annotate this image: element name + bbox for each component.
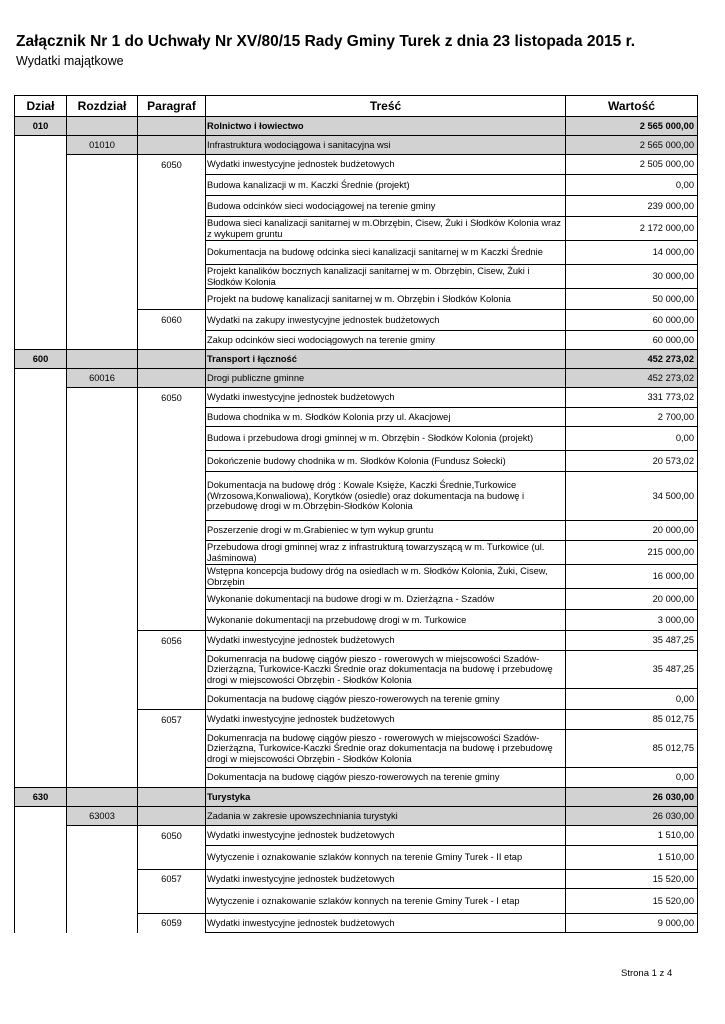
table-row [15,472,698,521]
cell-dzial [15,289,67,310]
cell-wartosc: 34 500,00 [566,472,698,521]
cell-tresc: Budowa odcinków sieci wodociągowej na terenie gminy [206,196,566,217]
cell-paragraf: 6050 [138,155,206,175]
cell-dzial [15,310,67,331]
cell-dzial [15,136,67,155]
cell-tresc: Wykonanie dokumentacji na przebudowę drogi w m. Turkowice [206,610,566,631]
cell-wartosc: 0,00 [566,175,698,196]
cell-paragraf [138,217,206,241]
cell-rozdzial [67,710,138,730]
cell-tresc: Dokończenie budowy chodnika w m. Słodków Kolonia (Fundusz Sołecki) [206,451,566,472]
cell-dzial [15,768,67,788]
cell-rozdzial [67,331,138,350]
cell-tresc: Wytyczenie i oznakowanie szlaków konnych na terenie Gminy Turek - II etap [206,846,566,870]
cell-tresc: Wykonanie dokumentacji na budowe drogi w m. Dzierżązna - Szadów [206,589,566,610]
table-row [15,117,698,136]
cell-wartosc: 2 172 000,00 [566,217,698,241]
cell-paragraf: 6050 [138,826,206,846]
cell-paragraf: 6059 [138,914,206,933]
cell-paragraf: 6060 [138,310,206,331]
cell-dzial [15,870,67,889]
cell-tresc: Budowa sieci kanalizacji sanitarnej w m.Obrzębin, Cisew, Żuki i Słodków Kolonia wraz z wykupem gruntu [206,217,566,241]
cell-tresc: Budowa chodnika w m. Słodków Kolonia przy ul. Akacjowej [206,408,566,427]
column-header-rozdzial: Rozdział [67,96,138,117]
cell-rozdzial: 63003 [67,807,138,826]
cell-wartosc: 16 000,00 [566,565,698,589]
cell-paragraf [138,807,206,826]
cell-tresc: Infrastruktura wodociągowa i sanitacyjna wsi [206,136,566,155]
cell-paragraf [138,788,206,807]
column-header-paragraf: Paragraf [138,96,206,117]
cell-paragraf [138,521,206,541]
cell-tresc: Dokumentacja na budowę dróg : Kowale Księże, Kaczki Średnie,Turkowice (Wrzosowa,Konwaliowa), Korytków (osiedle) oraz dokumentacja na budowę i przebudowę drogi w m.Obrzębin-Słodków Kolonia [206,472,566,521]
table-row [15,155,698,175]
table-row [15,408,698,427]
cell-dzial [15,826,67,846]
cell-rozdzial [67,870,138,889]
cell-dzial [15,541,67,565]
cell-dzial [15,689,67,710]
cell-paragraf [138,889,206,914]
cell-dzial: 630 [15,788,67,807]
table-row [15,914,698,933]
cell-dzial [15,241,67,265]
cell-paragraf [138,136,206,155]
cell-paragraf [138,651,206,689]
cell-tresc: Wydatki inwestycyjne jednostek budżetowych [206,914,566,933]
cell-tresc: Wydatki inwestycyjne jednostek budżetowych [206,388,566,408]
cell-paragraf: 6057 [138,870,206,889]
cell-rozdzial [67,241,138,265]
cell-rozdzial [67,788,138,807]
table-row [15,870,698,889]
cell-rozdzial [67,651,138,689]
cell-rozdzial [67,408,138,427]
cell-dzial: 010 [15,117,67,136]
cell-wartosc: 60 000,00 [566,331,698,350]
cell-wartosc: 15 520,00 [566,889,698,914]
cell-rozdzial [67,217,138,241]
cell-tresc: Zadania w zakresie upowszechniania turystyki [206,807,566,826]
cell-wartosc: 0,00 [566,427,698,451]
cell-wartosc: 2 505 000,00 [566,155,698,175]
cell-wartosc: 1 510,00 [566,826,698,846]
table-row [15,846,698,870]
column-header-tresc: Treść [206,96,566,117]
cell-rozdzial [67,388,138,408]
cell-wartosc: 35 487,25 [566,631,698,651]
cell-wartosc: 20 000,00 [566,589,698,610]
cell-dzial [15,331,67,350]
cell-tresc: Wytyczenie i oznakowanie szlaków konnych na terenie Gminy Turek - I etap [206,889,566,914]
cell-tresc: Wydatki inwestycyjne jednostek budżetowych [206,826,566,846]
cell-wartosc: 14 000,00 [566,241,698,265]
document-title: Załącznik Nr 1 do Uchwały Nr XV/80/15 Rady Gminy Turek z dnia 23 listopada 2015 r. [16,33,636,50]
cell-dzial [15,265,67,289]
cell-rozdzial [67,631,138,651]
cell-wartosc: 215 000,00 [566,541,698,565]
cell-tresc: Budowa i przebudowa drogi gminnej w m. Obrzębin - Słodków Kolonia (projekt) [206,427,566,451]
cell-tresc: Wydatki inwestycyjne jednostek budżetowych [206,631,566,651]
cell-paragraf: 6056 [138,631,206,651]
cell-wartosc: 2 700,00 [566,408,698,427]
table-row [15,265,698,289]
cell-wartosc: 9 000,00 [566,914,698,933]
table-row [15,241,698,265]
column-header-dzial: Dział [15,96,67,117]
column-header-wartosc: Wartość [566,96,698,117]
table-row [15,768,698,788]
cell-wartosc: 2 565 000,00 [566,117,698,136]
cell-rozdzial [67,689,138,710]
cell-rozdzial [67,310,138,331]
cell-rozdzial [67,589,138,610]
cell-wartosc: 26 030,00 [566,788,698,807]
table-row [15,889,698,914]
cell-wartosc: 85 012,75 [566,710,698,730]
cell-wartosc: 60 000,00 [566,310,698,331]
cell-dzial [15,369,67,388]
table-row [15,388,698,408]
cell-dzial [15,846,67,870]
cell-rozdzial [67,196,138,217]
cell-rozdzial [67,565,138,589]
cell-paragraf [138,472,206,521]
document-subtitle: Wydatki majątkowe [16,54,124,68]
table-row [15,631,698,651]
table-row [15,175,698,196]
cell-wartosc: 30 000,00 [566,265,698,289]
table-row [15,451,698,472]
cell-rozdzial [67,914,138,933]
cell-dzial [15,196,67,217]
table-row [15,331,698,350]
cell-tresc: Rolnictwo i łowiectwo [206,117,566,136]
cell-tresc: Dokumentacja na budowę ciągów pieszo-rowerowych na terenie gminy [206,768,566,788]
cell-tresc: Projekt kanalików bocznych kanalizacji sanitarnej w m. Obrzębin, Cisew, Żuki i Słodków Kolonia [206,265,566,289]
table-row [15,427,698,451]
cell-paragraf [138,196,206,217]
cell-dzial [15,631,67,651]
cell-paragraf [138,350,206,369]
table-row [15,826,698,846]
cell-paragraf [138,846,206,870]
cell-tresc: Dokumenracja na budowę ciągów pieszo - rowerowych w miejscowości Szadów-Dzierżązna, Turkowice-Kaczki Średnie oraz dokumentacja na budowę i przebudowę drogi w miejscowości Obrzębin - Słodków Kolonia [206,651,566,689]
cell-paragraf [138,589,206,610]
cell-tresc: Dokumenracja na budowę ciągów pieszo - rowerowych w miejscowości Szadów-Dzierżązna, Turkowice-Kaczki Średnie oraz dokumentacja na budowę i przebudowę drogi w miejscowości Obrzębin - Słodków Kolonia [206,730,566,768]
table-row [15,730,698,768]
cell-rozdzial [67,768,138,788]
cell-rozdzial [67,350,138,369]
cell-rozdzial [67,472,138,521]
table-row [15,689,698,710]
table-row [15,136,698,155]
cell-dzial [15,914,67,933]
cell-rozdzial [67,265,138,289]
cell-paragraf [138,175,206,196]
cell-rozdzial: 01010 [67,136,138,155]
cell-dzial [15,589,67,610]
cell-paragraf [138,289,206,310]
cell-paragraf: 6057 [138,710,206,730]
cell-tresc: Wydatki inwestycyjne jednostek budżetowych [206,870,566,889]
cell-dzial [15,651,67,689]
cell-rozdzial [67,155,138,175]
table-row [15,807,698,826]
table-row [15,217,698,241]
cell-dzial [15,710,67,730]
cell-dzial [15,889,67,914]
cell-wartosc: 0,00 [566,689,698,710]
cell-tresc: Wydatki inwestycyjne jednostek budżetowych [206,155,566,175]
cell-wartosc: 35 487,25 [566,651,698,689]
cell-tresc: Budowa kanalizacji w m. Kaczki Średnie (projekt) [206,175,566,196]
cell-rozdzial [67,610,138,631]
page-number: Strona 1 z 4 [621,968,673,979]
cell-paragraf [138,369,206,388]
cell-wartosc: 1 510,00 [566,846,698,870]
cell-rozdzial [67,117,138,136]
cell-rozdzial [67,427,138,451]
table-row [15,651,698,689]
cell-rozdzial [67,175,138,196]
cell-wartosc: 2 565 000,00 [566,136,698,155]
cell-dzial [15,521,67,541]
cell-tresc: Przebudowa drogi gminnej wraz z infrastrukturą towarzyszącą w m. Turkowice (ul. Jaśminowa) [206,541,566,565]
cell-rozdzial [67,846,138,870]
cell-wartosc: 50 000,00 [566,289,698,310]
cell-paragraf [138,117,206,136]
cell-tresc: Zakup odcinków sieci wodociągowych na terenie gminy [206,331,566,350]
table-row [15,310,698,331]
cell-tresc: Projekt na budowę kanalizacji sanitarnej w m. Obrzębin i Słodków Kolonia [206,289,566,310]
cell-tresc: Drogi publiczne gminne [206,369,566,388]
cell-dzial [15,175,67,196]
table-row [15,788,698,807]
cell-paragraf [138,408,206,427]
cell-tresc: Wydatki inwestycyjne jednostek budżetowych [206,710,566,730]
cell-tresc: Turystyka [206,788,566,807]
cell-dzial [15,408,67,427]
cell-paragraf [138,730,206,768]
table-header-row [15,96,698,117]
cell-dzial [15,217,67,241]
cell-dzial [15,472,67,521]
table-row [15,710,698,730]
cell-rozdzial [67,889,138,914]
cell-wartosc: 452 273,02 [566,369,698,388]
cell-wartosc: 0,00 [566,768,698,788]
cell-dzial [15,388,67,408]
cell-dzial [15,427,67,451]
table-row [15,610,698,631]
cell-paragraf [138,241,206,265]
cell-tresc: Transport i łączność [206,350,566,369]
cell-wartosc: 331 773,02 [566,388,698,408]
cell-wartosc: 85 012,75 [566,730,698,768]
cell-tresc: Dokumentacja na budowę ciągów pieszo-rowerowych na terenie gminy [206,689,566,710]
table-row [15,521,698,541]
table-row [15,289,698,310]
cell-dzial [15,610,67,631]
cell-paragraf [138,331,206,350]
cell-wartosc: 452 273,02 [566,350,698,369]
cell-dzial [15,451,67,472]
table-row [15,589,698,610]
cell-wartosc: 20 000,00 [566,521,698,541]
cell-rozdzial [67,730,138,768]
cell-rozdzial: 60016 [67,369,138,388]
table-row [15,565,698,589]
cell-tresc: Wstępna koncepcja budowy dróg na osiedlach w m. Słodków Kolonia, Żuki, Cisew, Obrzębin [206,565,566,589]
cell-rozdzial [67,826,138,846]
cell-dzial [15,730,67,768]
cell-paragraf [138,541,206,565]
table-row [15,541,698,565]
cell-rozdzial [67,451,138,472]
expenditure-table [14,95,698,933]
cell-rozdzial [67,289,138,310]
cell-wartosc: 15 520,00 [566,870,698,889]
table-row [15,350,698,369]
table-row [15,196,698,217]
cell-tresc: Wydatki na zakupy inwestycyjne jednostek budżetowych [206,310,566,331]
cell-dzial [15,807,67,826]
cell-dzial [15,155,67,175]
cell-paragraf [138,610,206,631]
cell-rozdzial [67,521,138,541]
cell-wartosc: 239 000,00 [566,196,698,217]
table-row [15,369,698,388]
cell-wartosc: 20 573,02 [566,451,698,472]
cell-paragraf [138,768,206,788]
cell-paragraf [138,565,206,589]
cell-paragraf [138,689,206,710]
cell-rozdzial [67,541,138,565]
cell-tresc: Poszerzenie drogi w m.Grabieniec w tym wykup gruntu [206,521,566,541]
cell-wartosc: 26 030,00 [566,807,698,826]
cell-dzial: 600 [15,350,67,369]
cell-dzial [15,565,67,589]
cell-paragraf: 6050 [138,388,206,408]
cell-paragraf [138,427,206,451]
cell-tresc: Dokumentacja na budowę odcinka sieci kanalizacji sanitarnej w m Kaczki Średnie [206,241,566,265]
cell-paragraf [138,451,206,472]
cell-wartosc: 3 000,00 [566,610,698,631]
cell-paragraf [138,265,206,289]
